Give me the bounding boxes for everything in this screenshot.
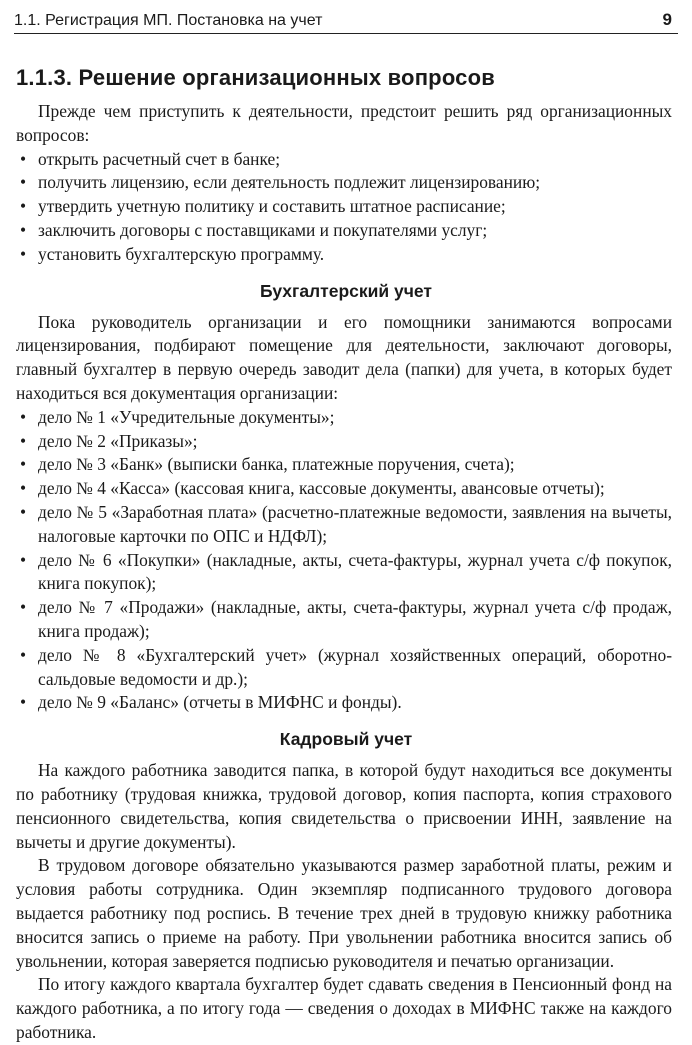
personnel-heading: Кадровый учет: [279, 729, 413, 750]
list-item: • заключить договоры с поставщиками и покупателями услуг;: [16, 219, 672, 243]
list-item: • открыть расчетный счет в банке;: [16, 148, 672, 172]
list-item: • утвердить учетную политику и составить штатное расписание;: [16, 195, 672, 219]
bullet-icon: •: [20, 597, 27, 618]
bullet-icon: •: [20, 148, 27, 169]
bullet-icon: •: [20, 454, 27, 475]
task-list: [14, 148, 678, 267]
list-item: • дело № 6 «Покупки» (накладные, акты, счета-фактуры, журнал учета с/ф покупок, книга покупок);: [20, 549, 672, 594]
bullet-icon: •: [20, 478, 27, 499]
bullet-icon: •: [20, 430, 27, 451]
personnel-paragraph: По итогу каждого квартала бухгалтер будет сдавать сведения в Пенсионный фонд на каждого работника, а по итогу года — сведения о доходах в МИФНС также на каждого работника.: [16, 974, 672, 1042]
list-item: • дело № 9 «Баланс» (отчеты в МИФНС и фонды).: [16, 691, 672, 715]
bullet-icon: •: [20, 219, 27, 240]
bullet-icon: •: [20, 644, 27, 665]
list-item: • дело № 2 «Приказы»;: [16, 430, 672, 454]
bullet-icon: •: [20, 196, 27, 217]
running-title: 1.1. Регистрация МП. Постановка на учет: [14, 12, 323, 29]
accounting-heading: Бухгалтерский учет: [260, 280, 432, 301]
list-item: • дело № 7 «Продажи» (накладные, акты, счета-фактуры, журнал учета с/ф продаж, книга продаж);: [20, 597, 672, 641]
list-item: • установить бухгалтерскую программу.: [16, 243, 672, 267]
bullet-icon: •: [20, 501, 27, 522]
bullet-icon: •: [20, 243, 27, 264]
files-list: [14, 406, 678, 715]
section-title: 1.1.3. Решение организационных вопросов: [16, 65, 495, 90]
list-item: • дело № 5 «Заработная плата» (расчетно-платежные ведомости, заявления на вычеты, налоговые карточки по ОПС и НДФЛ);: [20, 501, 672, 546]
personnel-paragraph: На каждого работника заводится папка, в которой будут находиться все документы по работнику (трудовая книжка, трудовой договор, копия паспорта, копия страхового пенсионного свидетельства, копия свидетельства о присвоении ИНН, заявление на вычеты и другие документы).: [16, 760, 672, 852]
list-item: • дело № 1 «Учредительные документы»;: [16, 406, 672, 430]
list-item: • получить лицензию, если деятельность подлежит лицензированию;: [16, 171, 672, 195]
bullet-icon: •: [20, 406, 27, 427]
bullet-icon: •: [20, 172, 27, 193]
list-item: • дело № 3 «Банк» (выписки банка, платежные поручения, счета);: [16, 453, 672, 477]
list-item: • дело № 4 «Касса» (кассовая книга, кассовые документы, авансовые отчеты);: [16, 477, 672, 501]
bullet-icon: •: [20, 692, 27, 713]
accounting-intro: Пока руководитель организации и его помощники занимаются вопросами лицензирования, подбирают помещение для деятельности, заключают договоры, главный бухгалтер в первую очередь заводит дела (папки) для учета, в которых будет находиться вся документация организации:: [16, 311, 672, 403]
bullet-icon: •: [20, 549, 27, 570]
personnel-paragraph: В трудовом договоре обязательно указываются размер заработной платы, режим и условия работы сотрудника. Один экземпляр подписанного трудового договора выдается работнику под роспись. В течение трех дней в трудовую книжку работника вносится запись о приеме на работу. При увольнении работника вносится запись об увольнении, которая заверяется подписью руководителя и печатью организации.: [16, 855, 672, 971]
list-item: • дело № 8 «Бухгалтерский учет» (журнал хозяйственных операций, оборотно-сальдовые ведомости и др.);: [20, 644, 672, 689]
running-header: [14, 0, 678, 34]
section-body: [14, 100, 678, 1045]
section-intro: Прежде чем приступить к деятельности, предстоит решить ряд организационных вопросов:: [16, 101, 672, 145]
page-number: 9: [662, 10, 672, 29]
